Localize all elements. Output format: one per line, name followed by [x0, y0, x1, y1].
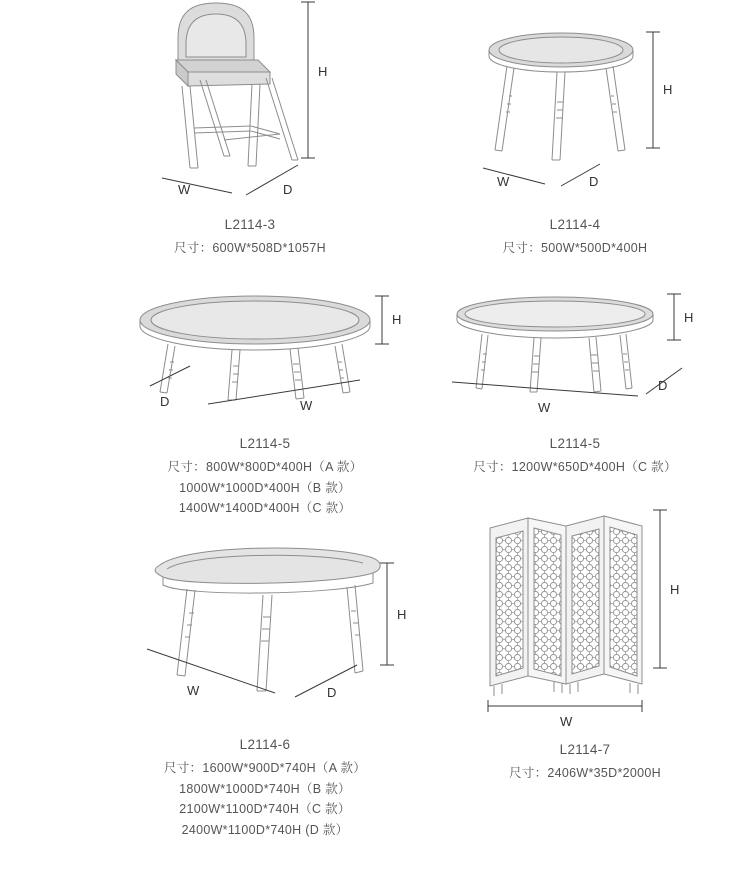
oval-a-d-label: D	[160, 394, 170, 409]
round-side-table-code: L2114-4	[549, 217, 601, 232]
oval-c-d-label: D	[658, 378, 668, 393]
bar-stool-dimensions	[120, 238, 380, 259]
dining-table-d-label: D	[327, 685, 337, 700]
oval-a-code: L2114-5	[239, 436, 291, 451]
folding-screen-h-label: H	[670, 582, 680, 597]
dining-table-code: L2114-6	[239, 737, 291, 752]
bar-stool-h-label: H	[318, 64, 328, 79]
dining-table-drawing	[105, 525, 425, 735]
folding-screen-code: L2114-7	[559, 742, 611, 757]
folding-screen-dimensions	[450, 763, 720, 784]
oval-a-h-label: H	[392, 312, 402, 327]
dining-table-dim-1: 1800W*1000D*740H（B 款）	[179, 781, 351, 796]
dining-table-w-label: W	[187, 683, 200, 698]
folding-screen-caption	[450, 740, 720, 784]
oval-c-code: L2114-5	[549, 436, 601, 451]
product-card-round-side-table	[445, 0, 705, 259]
round-side-table-caption	[445, 215, 705, 259]
bar-stool-dim-0: 600W*508D*1057H	[212, 241, 326, 255]
round-side-table-drawing	[445, 0, 705, 215]
bar-stool-drawing	[120, 0, 380, 215]
dining-table-dim-0: 1600W*900D*740H（A 款）	[202, 761, 367, 775]
oval-c-dim-0: 1200W*650D*400H（C 款）	[511, 460, 677, 474]
product-card-dining-table	[105, 525, 425, 840]
dining-table-caption	[105, 735, 425, 840]
bar-stool-caption	[120, 215, 380, 259]
bar-stool-code: L2114-3	[224, 217, 276, 232]
product-card-oval-coffee-table-c	[430, 282, 720, 478]
oval-c-dimensions	[430, 457, 720, 478]
folding-screen-drawing	[450, 500, 720, 740]
oval-coffee-table-c-drawing	[430, 282, 720, 434]
dining-table-h-label: H	[397, 607, 407, 622]
round-side-table-dim-label: 尺寸：	[502, 241, 542, 255]
oval-a-w-label: W	[300, 398, 313, 413]
oval-a-dim-2: 1400W*1400D*400H（C 款）	[178, 501, 352, 515]
oval-a-dim-0: 800W*800D*400H（A 款）	[205, 460, 363, 474]
product-card-bar-stool	[120, 0, 380, 259]
dining-table-dim-label: 尺寸：	[163, 761, 203, 775]
oval-c-w-label: W	[538, 400, 551, 415]
oval-coffee-table-a-drawing	[120, 282, 410, 434]
dining-table-dimensions	[105, 758, 425, 840]
round-side-table-d-label: D	[589, 174, 599, 189]
product-card-folding-screen	[450, 500, 720, 784]
oval-c-dim-label: 尺寸：	[473, 460, 512, 474]
folding-screen-w-label: W	[560, 714, 573, 729]
product-card-oval-coffee-table-a	[120, 282, 410, 519]
bar-stool-d-label: D	[283, 182, 293, 197]
round-side-table-h-label: H	[663, 82, 673, 97]
dining-table-dim-3: 2400W*1100D*740H (D 款）	[181, 822, 349, 837]
dining-table-dim-2: 2100W*1100D*740H（C 款）	[179, 802, 351, 816]
folding-screen-dim-label: 尺寸：	[508, 766, 548, 780]
oval-a-dim-1: 1000W*1000D*400H（B 款）	[179, 480, 351, 495]
round-side-table-w-label: W	[497, 174, 510, 189]
folding-screen-dim-0: 2406W*35D*2000H	[547, 766, 661, 780]
oval-a-dim-label: 尺寸：	[167, 460, 206, 474]
oval-c-h-label: H	[684, 310, 694, 325]
oval-coffee-table-a-caption	[120, 434, 410, 519]
round-side-table-dimensions	[445, 238, 705, 259]
bar-stool-w-label: W	[178, 182, 191, 197]
bar-stool-dim-label: 尺寸：	[173, 241, 213, 255]
oval-a-dimensions	[120, 457, 410, 519]
oval-coffee-table-c-caption	[430, 434, 720, 478]
round-side-table-dim-0: 500W*500D*400H	[541, 241, 648, 255]
